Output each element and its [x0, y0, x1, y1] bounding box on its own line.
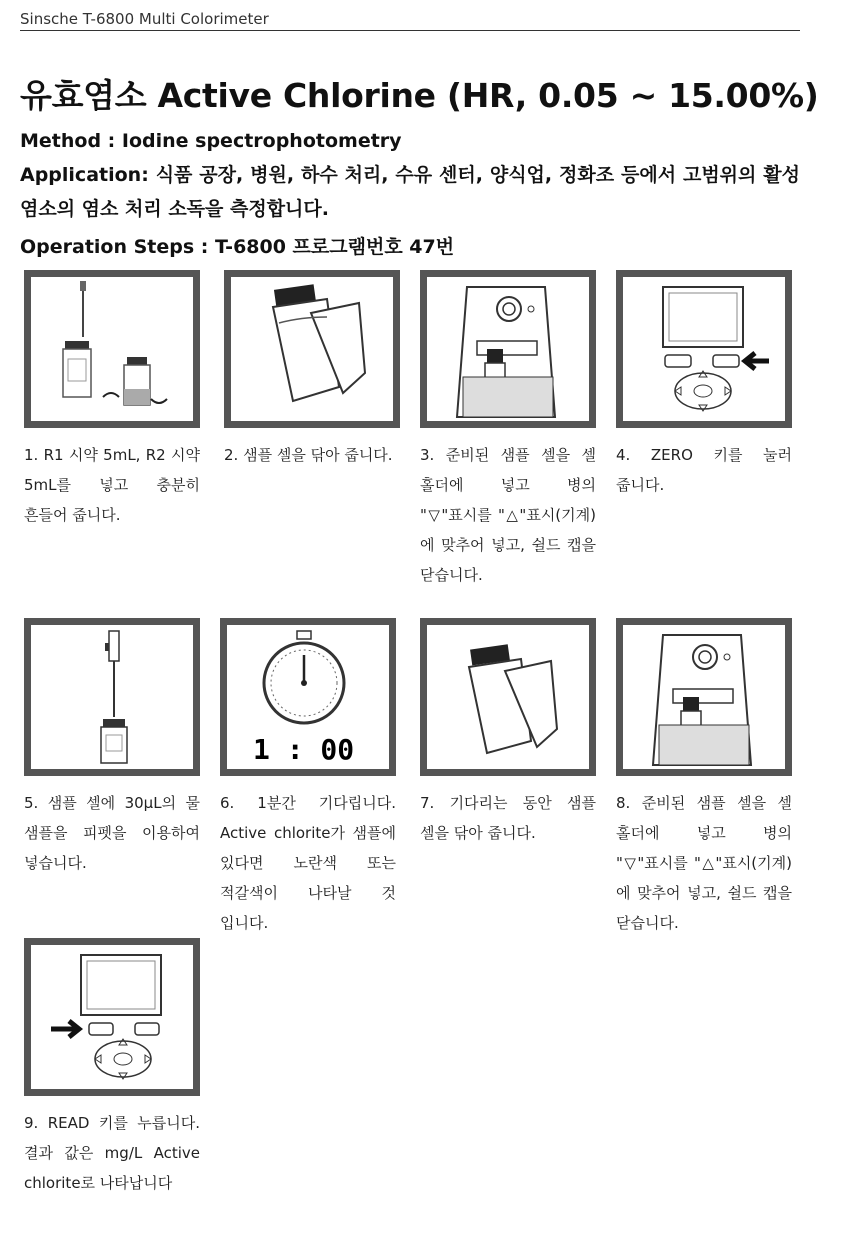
step-5-illustration — [24, 618, 200, 776]
step-5-caption: 5. 샘플 셀에 30μL의 물 샘플을 피펫을 이용하여 넣습니다. — [24, 794, 200, 872]
read-key-panel-icon — [31, 945, 193, 1089]
step-8-caption: 8. 준비된 샘플 셀을 셀 홀더에 넣고 병의 "▽"표시를 "△"표시(기계)에 맞추어 넣고, 쉴드 캡을 닫습니다. — [616, 794, 792, 932]
step-7 — [420, 618, 596, 848]
step-4-caption: 4. ZERO 키를 눌러 줍니다. — [616, 446, 792, 494]
step-1-caption: 1. R1 시약 5mL, R2 시약 5mL를 넣고 충분히 흔들어 줍니다. — [24, 446, 200, 524]
step-6 — [220, 618, 396, 938]
timer-display: 1 : 00 — [253, 733, 355, 766]
page-header: Sinsche T-6800 Multi Colorimeter — [20, 10, 800, 31]
step-6-illustration — [220, 618, 396, 776]
step-1 — [24, 270, 200, 530]
step-7-caption: 7. 기다리는 동안 샘플 셀을 닦아 줍니다. — [420, 794, 596, 842]
application-text: Application: 식품 공장, 병원, 하수 처리, 수유 센터, 양식업, 정화조 등에서 고범위의 활성 염소의 염소 처리 소독을 측정합니다. — [20, 164, 800, 220]
method-line: Method : Iodine spectrophotometry — [20, 130, 402, 152]
step-8 — [616, 618, 792, 938]
step-9-caption: 9. READ 키를 누릅니다. 결과 값은 mg/L Active chlorite로 나타납니다 — [24, 1114, 200, 1192]
step-9 — [24, 938, 200, 1198]
step-2-illustration — [224, 270, 400, 428]
step-3 — [420, 270, 596, 590]
step-5 — [24, 618, 200, 878]
step-3-caption: 3. 준비된 샘플 셀을 셀 홀더에 넣고 병의 "▽"표시를 "△"표시(기계)에 맞추어 넣고, 쉴드 캡을 닫습니다. — [420, 446, 596, 584]
zero-key-panel-icon — [623, 277, 785, 421]
wipe-cell-icon — [231, 277, 393, 421]
insert-cell-icon — [427, 277, 589, 421]
pipette-icon — [31, 625, 193, 769]
stopwatch-icon — [227, 625, 389, 769]
step-9-illustration — [24, 938, 200, 1096]
step-4-illustration — [616, 270, 792, 428]
step-7-illustration — [420, 618, 596, 776]
step-1-illustration — [24, 270, 200, 428]
insert-cell-icon — [623, 625, 785, 769]
operation-steps-line: Operation Steps : T-6800 프로그램번호 47번 — [20, 236, 455, 258]
step-4 — [616, 270, 792, 500]
step-6-caption: 6. 1분간 기다립니다. Active chlorite가 샘플에 있다면 노란색 또는 적갈색이 나타날 것 입니다. — [220, 794, 396, 932]
step-8-illustration — [616, 618, 792, 776]
page-title: 유효염소 Active Chlorine (HR, 0.05 ~ 15.00%) — [20, 76, 819, 115]
step-3-illustration — [420, 270, 596, 428]
wipe-cell-icon — [427, 625, 589, 769]
step-2-caption: 2. 샘플 셀을 닦아 줍니다. — [224, 446, 393, 464]
reagent-bottles-icon — [31, 277, 193, 421]
step-2 — [224, 270, 400, 470]
